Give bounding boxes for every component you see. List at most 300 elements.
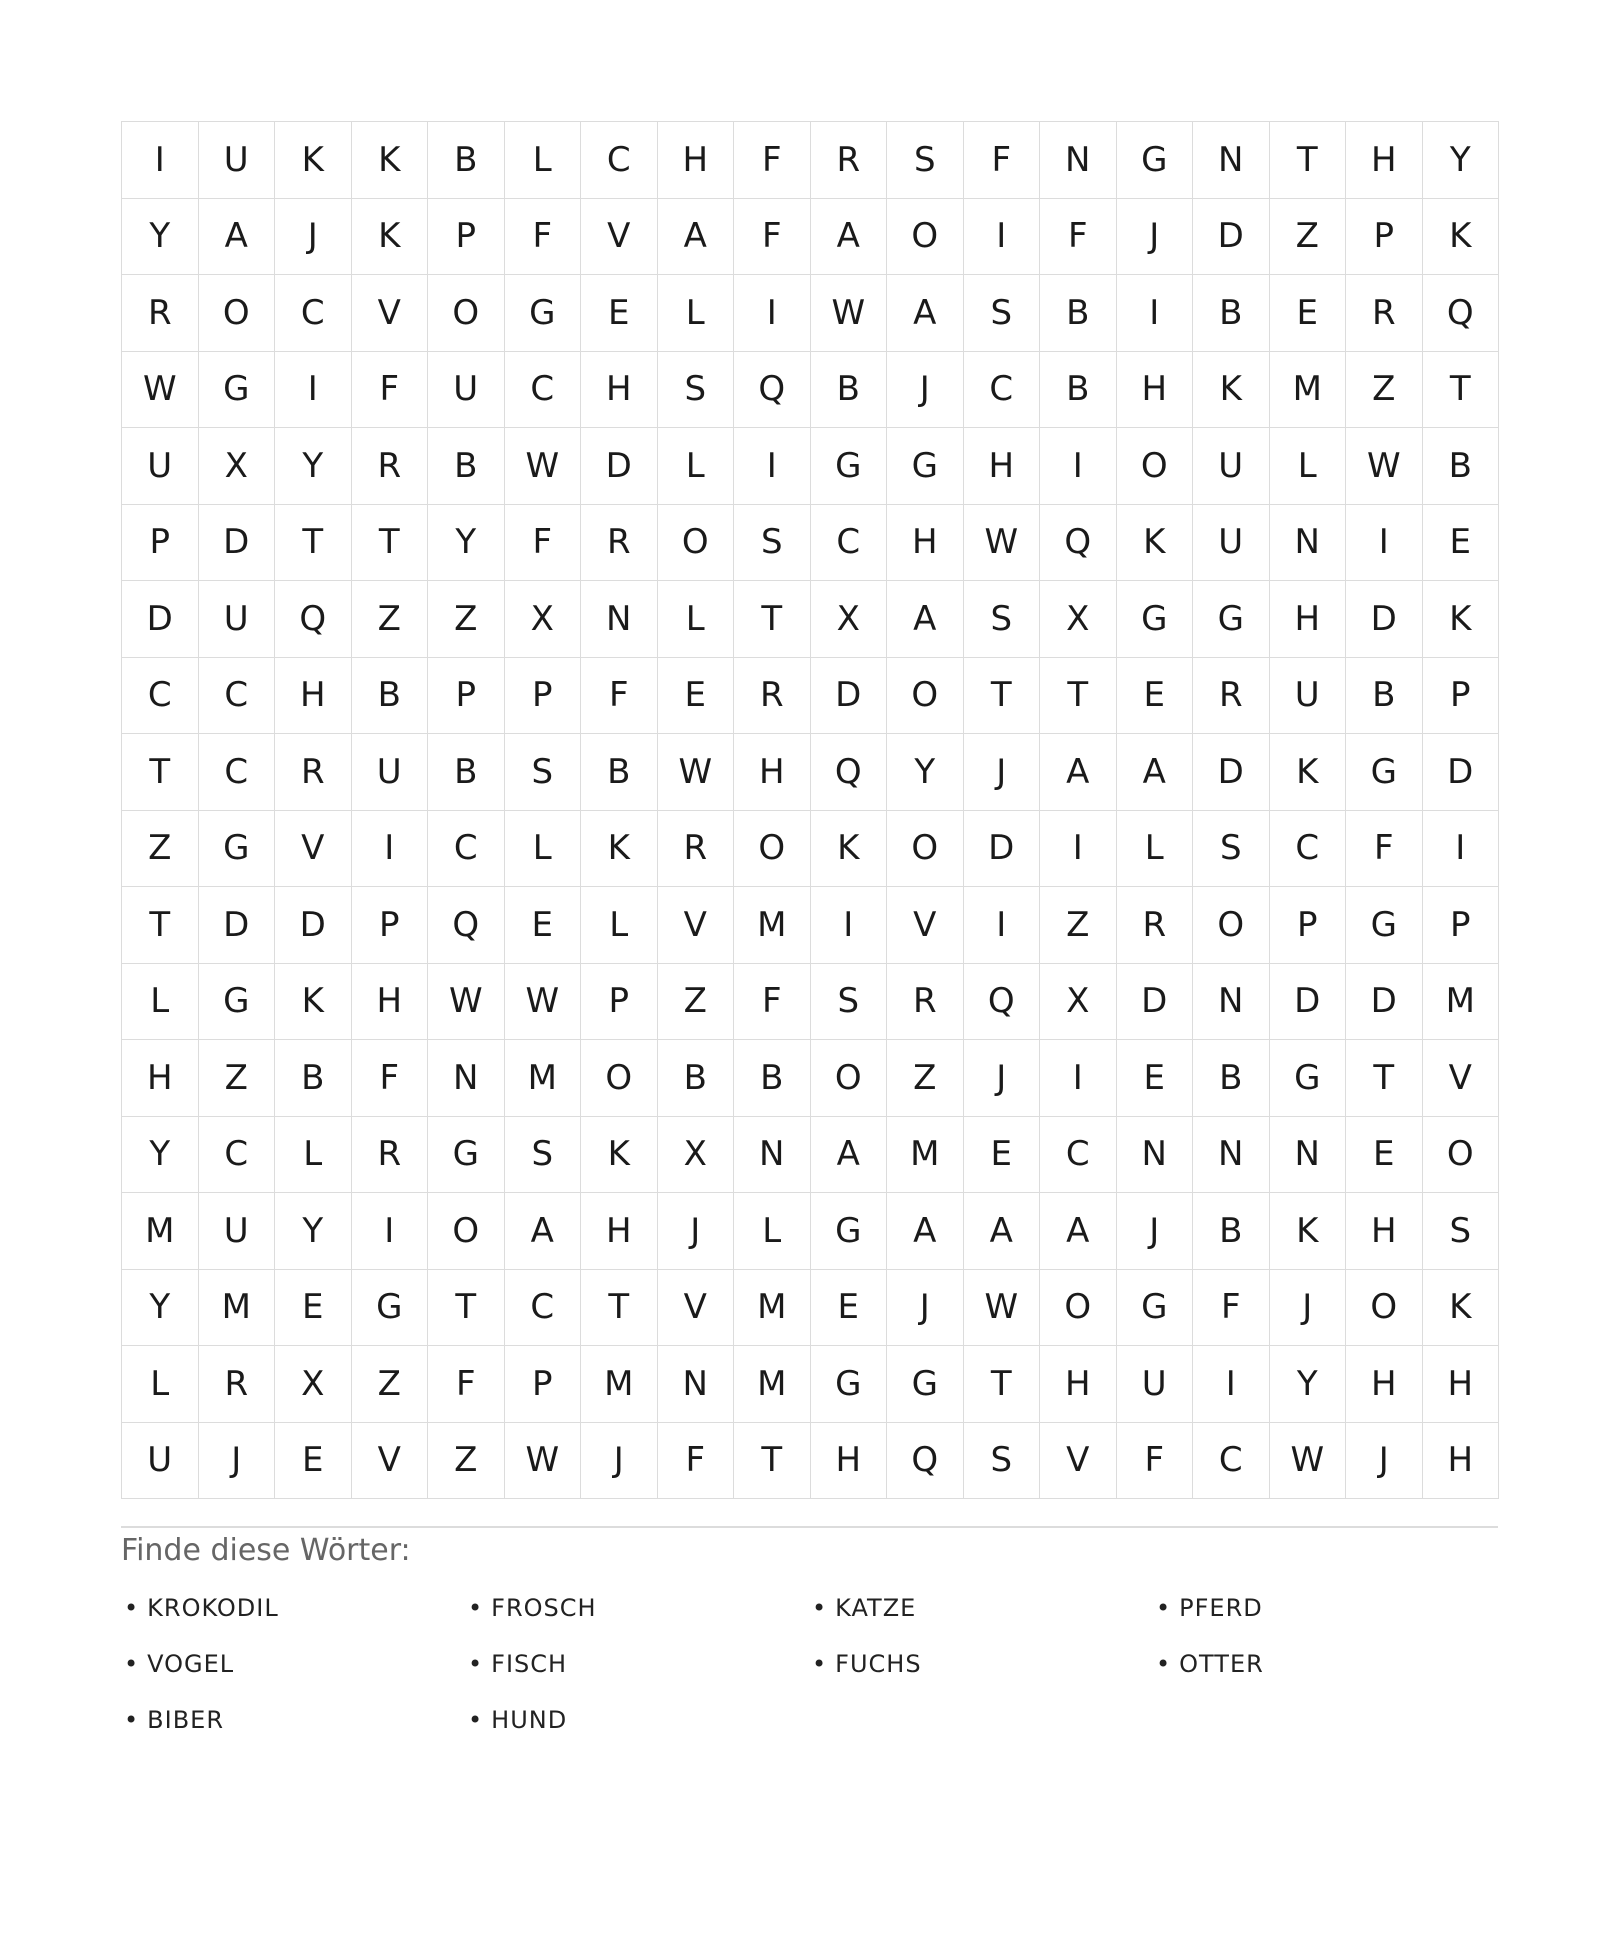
grid-cell[interactable]: R — [734, 658, 811, 735]
grid-cell[interactable]: M — [734, 1270, 811, 1347]
grid-cell[interactable]: A — [658, 199, 735, 276]
grid-cell[interactable]: T — [352, 505, 429, 582]
grid-cell[interactable]: H — [658, 122, 735, 199]
grid-cell[interactable]: N — [1270, 1117, 1347, 1194]
grid-cell[interactable]: M — [1270, 352, 1347, 429]
grid-cell[interactable]: R — [122, 275, 199, 352]
grid-cell[interactable]: P — [1270, 887, 1347, 964]
grid-cell[interactable]: G — [1117, 122, 1194, 199]
grid-cell[interactable]: Q — [428, 887, 505, 964]
grid-cell[interactable]: U — [428, 352, 505, 429]
grid-cell[interactable]: T — [581, 1270, 658, 1347]
grid-cell[interactable]: M — [887, 1117, 964, 1194]
grid-cell[interactable]: J — [1270, 1270, 1347, 1347]
grid-cell[interactable]: D — [581, 428, 658, 505]
grid-cell[interactable]: I — [1040, 1040, 1117, 1117]
grid-cell[interactable]: H — [1346, 122, 1423, 199]
grid-cell[interactable]: D — [275, 887, 352, 964]
grid-cell[interactable]: L — [505, 122, 582, 199]
grid-cell[interactable]: X — [275, 1346, 352, 1423]
grid-cell[interactable]: X — [658, 1117, 735, 1194]
grid-cell[interactable]: B — [581, 734, 658, 811]
grid-cell[interactable]: I — [1346, 505, 1423, 582]
grid-cell[interactable]: V — [887, 887, 964, 964]
grid-cell[interactable]: C — [1193, 1423, 1270, 1500]
grid-cell[interactable]: H — [352, 964, 429, 1041]
grid-cell[interactable]: Q — [1040, 505, 1117, 582]
grid-cell[interactable]: B — [1346, 658, 1423, 735]
grid-cell[interactable]: F — [1040, 199, 1117, 276]
grid-cell[interactable]: H — [1270, 581, 1347, 658]
grid-cell[interactable]: I — [964, 199, 1041, 276]
grid-cell[interactable]: J — [887, 352, 964, 429]
grid-cell[interactable]: B — [658, 1040, 735, 1117]
grid-cell[interactable]: O — [199, 275, 276, 352]
grid-cell[interactable]: F — [1193, 1270, 1270, 1347]
grid-cell[interactable]: O — [581, 1040, 658, 1117]
grid-cell[interactable]: D — [1193, 199, 1270, 276]
grid-cell[interactable]: D — [1193, 734, 1270, 811]
grid-cell[interactable]: Z — [1346, 352, 1423, 429]
grid-cell[interactable]: R — [811, 122, 888, 199]
grid-cell[interactable]: E — [275, 1270, 352, 1347]
grid-cell[interactable]: G — [887, 1346, 964, 1423]
grid-cell[interactable]: B — [811, 352, 888, 429]
grid-cell[interactable]: E — [1423, 505, 1500, 582]
grid-cell[interactable]: L — [122, 964, 199, 1041]
grid-cell[interactable]: O — [1040, 1270, 1117, 1347]
grid-cell[interactable]: O — [428, 1193, 505, 1270]
grid-cell[interactable]: V — [352, 275, 429, 352]
grid-cell[interactable]: J — [1346, 1423, 1423, 1500]
grid-cell[interactable]: W — [811, 275, 888, 352]
grid-cell[interactable]: E — [275, 1423, 352, 1500]
grid-cell[interactable]: B — [1193, 1040, 1270, 1117]
grid-cell[interactable]: S — [964, 1423, 1041, 1500]
grid-cell[interactable]: M — [734, 1346, 811, 1423]
grid-cell[interactable]: O — [1423, 1117, 1500, 1194]
grid-cell[interactable]: X — [505, 581, 582, 658]
grid-cell[interactable]: E — [1117, 1040, 1194, 1117]
grid-cell[interactable]: H — [1423, 1423, 1500, 1500]
grid-cell[interactable]: I — [1040, 428, 1117, 505]
grid-cell[interactable]: B — [428, 122, 505, 199]
grid-cell[interactable]: V — [1040, 1423, 1117, 1500]
grid-cell[interactable]: P — [1423, 658, 1500, 735]
grid-cell[interactable]: Z — [1270, 199, 1347, 276]
grid-cell[interactable]: J — [964, 734, 1041, 811]
grid-cell[interactable]: I — [734, 275, 811, 352]
grid-cell[interactable]: E — [505, 887, 582, 964]
grid-cell[interactable]: S — [964, 581, 1041, 658]
grid-cell[interactable]: J — [658, 1193, 735, 1270]
grid-cell[interactable]: O — [887, 658, 964, 735]
grid-cell[interactable]: C — [199, 734, 276, 811]
grid-cell[interactable]: L — [505, 811, 582, 888]
grid-cell[interactable]: F — [964, 122, 1041, 199]
grid-cell[interactable]: B — [1193, 1193, 1270, 1270]
grid-cell[interactable]: B — [275, 1040, 352, 1117]
grid-cell[interactable]: F — [734, 964, 811, 1041]
grid-cell[interactable]: L — [658, 275, 735, 352]
grid-cell[interactable]: H — [581, 352, 658, 429]
grid-cell[interactable]: Y — [1423, 122, 1500, 199]
grid-cell[interactable]: I — [734, 428, 811, 505]
grid-cell[interactable]: F — [505, 199, 582, 276]
grid-cell[interactable]: U — [352, 734, 429, 811]
grid-cell[interactable]: P — [122, 505, 199, 582]
grid-cell[interactable]: D — [199, 887, 276, 964]
grid-cell[interactable]: F — [1346, 811, 1423, 888]
grid-cell[interactable]: C — [275, 275, 352, 352]
grid-cell[interactable]: N — [428, 1040, 505, 1117]
grid-cell[interactable]: G — [811, 1346, 888, 1423]
grid-cell[interactable]: N — [1270, 505, 1347, 582]
grid-cell[interactable]: S — [1193, 811, 1270, 888]
grid-cell[interactable]: K — [352, 122, 429, 199]
grid-cell[interactable]: U — [199, 122, 276, 199]
grid-cell[interactable]: J — [1117, 1193, 1194, 1270]
grid-cell[interactable]: G — [199, 964, 276, 1041]
grid-cell[interactable]: I — [1193, 1346, 1270, 1423]
grid-cell[interactable]: S — [734, 505, 811, 582]
grid-cell[interactable]: D — [964, 811, 1041, 888]
grid-cell[interactable]: P — [581, 964, 658, 1041]
grid-cell[interactable]: J — [964, 1040, 1041, 1117]
grid-cell[interactable]: W — [658, 734, 735, 811]
grid-cell[interactable]: H — [964, 428, 1041, 505]
grid-cell[interactable]: G — [1346, 734, 1423, 811]
grid-cell[interactable]: O — [428, 275, 505, 352]
grid-cell[interactable]: K — [275, 122, 352, 199]
grid-cell[interactable]: C — [1270, 811, 1347, 888]
grid-cell[interactable]: B — [1193, 275, 1270, 352]
grid-cell[interactable]: M — [1423, 964, 1500, 1041]
grid-cell[interactable]: A — [811, 1117, 888, 1194]
grid-cell[interactable]: T — [275, 505, 352, 582]
grid-cell[interactable]: U — [199, 581, 276, 658]
grid-cell[interactable]: V — [275, 811, 352, 888]
grid-cell[interactable]: K — [1270, 734, 1347, 811]
grid-cell[interactable]: D — [1270, 964, 1347, 1041]
grid-cell[interactable]: K — [581, 811, 658, 888]
grid-cell[interactable]: C — [505, 352, 582, 429]
grid-cell[interactable]: W — [964, 1270, 1041, 1347]
grid-cell[interactable]: W — [505, 428, 582, 505]
grid-cell[interactable]: H — [581, 1193, 658, 1270]
grid-cell[interactable]: O — [1193, 887, 1270, 964]
grid-cell[interactable]: L — [1117, 811, 1194, 888]
grid-cell[interactable]: T — [964, 658, 1041, 735]
grid-cell[interactable]: T — [734, 1423, 811, 1500]
grid-cell[interactable]: Q — [734, 352, 811, 429]
grid-cell[interactable]: H — [1346, 1193, 1423, 1270]
grid-cell[interactable]: H — [1040, 1346, 1117, 1423]
grid-cell[interactable]: G — [887, 428, 964, 505]
grid-cell[interactable]: G — [352, 1270, 429, 1347]
grid-cell[interactable]: U — [1193, 428, 1270, 505]
grid-cell[interactable]: K — [1117, 505, 1194, 582]
grid-cell[interactable]: J — [275, 199, 352, 276]
grid-cell[interactable]: R — [581, 505, 658, 582]
grid-cell[interactable]: U — [199, 1193, 276, 1270]
grid-cell[interactable]: J — [1117, 199, 1194, 276]
grid-cell[interactable]: G — [811, 1193, 888, 1270]
grid-cell[interactable]: P — [428, 658, 505, 735]
grid-cell[interactable]: G — [811, 428, 888, 505]
grid-cell[interactable]: D — [811, 658, 888, 735]
grid-cell[interactable]: O — [1117, 428, 1194, 505]
grid-cell[interactable]: H — [1423, 1346, 1500, 1423]
grid-cell[interactable]: E — [1270, 275, 1347, 352]
grid-cell[interactable]: N — [734, 1117, 811, 1194]
grid-cell[interactable]: S — [1423, 1193, 1500, 1270]
grid-cell[interactable]: X — [1040, 964, 1117, 1041]
grid-cell[interactable]: G — [1117, 1270, 1194, 1347]
grid-cell[interactable]: W — [428, 964, 505, 1041]
grid-cell[interactable]: G — [1270, 1040, 1347, 1117]
grid-cell[interactable]: F — [658, 1423, 735, 1500]
grid-cell[interactable]: T — [1270, 122, 1347, 199]
grid-cell[interactable]: U — [122, 1423, 199, 1500]
grid-cell[interactable]: G — [1346, 887, 1423, 964]
grid-cell[interactable]: Z — [352, 1346, 429, 1423]
grid-cell[interactable]: Q — [811, 734, 888, 811]
grid-cell[interactable]: J — [887, 1270, 964, 1347]
grid-cell[interactable]: J — [581, 1423, 658, 1500]
grid-cell[interactable]: B — [352, 658, 429, 735]
grid-cell[interactable]: I — [1423, 811, 1500, 888]
grid-cell[interactable]: S — [658, 352, 735, 429]
grid-cell[interactable]: I — [811, 887, 888, 964]
grid-cell[interactable]: N — [1193, 1117, 1270, 1194]
grid-cell[interactable]: P — [352, 887, 429, 964]
grid-cell[interactable]: X — [199, 428, 276, 505]
grid-cell[interactable]: C — [428, 811, 505, 888]
grid-cell[interactable]: S — [505, 1117, 582, 1194]
grid-cell[interactable]: D — [1346, 581, 1423, 658]
grid-cell[interactable]: C — [505, 1270, 582, 1347]
grid-cell[interactable]: N — [1193, 122, 1270, 199]
grid-cell[interactable]: I — [275, 352, 352, 429]
grid-cell[interactable]: S — [887, 122, 964, 199]
grid-cell[interactable]: Z — [428, 1423, 505, 1500]
grid-cell[interactable]: T — [428, 1270, 505, 1347]
grid-cell[interactable]: O — [811, 1040, 888, 1117]
grid-cell[interactable]: G — [1193, 581, 1270, 658]
grid-cell[interactable]: B — [1423, 428, 1500, 505]
grid-cell[interactable]: E — [811, 1270, 888, 1347]
grid-cell[interactable]: Y — [887, 734, 964, 811]
grid-cell[interactable]: D — [1423, 734, 1500, 811]
grid-cell[interactable]: T — [964, 1346, 1041, 1423]
grid-cell[interactable]: K — [1423, 1270, 1500, 1347]
grid-cell[interactable]: U — [122, 428, 199, 505]
grid-cell[interactable]: O — [887, 199, 964, 276]
grid-cell[interactable]: C — [811, 505, 888, 582]
grid-cell[interactable]: L — [581, 887, 658, 964]
grid-cell[interactable]: K — [1423, 199, 1500, 276]
grid-cell[interactable]: R — [1346, 275, 1423, 352]
grid-cell[interactable]: H — [122, 1040, 199, 1117]
grid-cell[interactable]: W — [964, 505, 1041, 582]
grid-cell[interactable]: T — [122, 887, 199, 964]
grid-cell[interactable]: A — [1040, 734, 1117, 811]
grid-cell[interactable]: L — [1270, 428, 1347, 505]
grid-cell[interactable]: G — [1117, 581, 1194, 658]
grid-cell[interactable]: Q — [964, 964, 1041, 1041]
grid-cell[interactable]: S — [505, 734, 582, 811]
grid-cell[interactable]: Y — [275, 428, 352, 505]
grid-cell[interactable]: W — [1270, 1423, 1347, 1500]
grid-cell[interactable]: I — [352, 1193, 429, 1270]
grid-cell[interactable]: P — [1423, 887, 1500, 964]
grid-cell[interactable]: V — [1423, 1040, 1500, 1117]
grid-cell[interactable]: T — [1040, 658, 1117, 735]
grid-cell[interactable]: Z — [122, 811, 199, 888]
grid-cell[interactable]: U — [1193, 505, 1270, 582]
grid-cell[interactable]: C — [199, 1117, 276, 1194]
grid-cell[interactable]: F — [734, 199, 811, 276]
grid-cell[interactable]: Z — [658, 964, 735, 1041]
grid-cell[interactable]: E — [658, 658, 735, 735]
grid-cell[interactable]: X — [1040, 581, 1117, 658]
grid-cell[interactable]: L — [658, 581, 735, 658]
grid-cell[interactable]: O — [887, 811, 964, 888]
grid-cell[interactable]: T — [1346, 1040, 1423, 1117]
grid-cell[interactable]: Z — [352, 581, 429, 658]
grid-cell[interactable]: E — [581, 275, 658, 352]
grid-cell[interactable]: R — [1193, 658, 1270, 735]
grid-cell[interactable]: G — [505, 275, 582, 352]
grid-cell[interactable]: H — [1117, 352, 1194, 429]
grid-cell[interactable]: N — [581, 581, 658, 658]
grid-cell[interactable]: X — [811, 581, 888, 658]
grid-cell[interactable]: Z — [199, 1040, 276, 1117]
grid-cell[interactable]: R — [275, 734, 352, 811]
grid-cell[interactable]: I — [122, 122, 199, 199]
grid-cell[interactable]: K — [275, 964, 352, 1041]
grid-cell[interactable]: T — [734, 581, 811, 658]
grid-cell[interactable]: V — [658, 887, 735, 964]
grid-cell[interactable]: M — [581, 1346, 658, 1423]
grid-cell[interactable]: S — [811, 964, 888, 1041]
grid-cell[interactable]: N — [1193, 964, 1270, 1041]
grid-cell[interactable]: R — [887, 964, 964, 1041]
grid-cell[interactable]: M — [734, 887, 811, 964]
grid-cell[interactable]: R — [199, 1346, 276, 1423]
grid-cell[interactable]: N — [1117, 1117, 1194, 1194]
grid-cell[interactable]: H — [275, 658, 352, 735]
grid-cell[interactable]: B — [428, 734, 505, 811]
grid-cell[interactable]: O — [658, 505, 735, 582]
grid-cell[interactable]: B — [1040, 352, 1117, 429]
grid-cell[interactable]: I — [1040, 811, 1117, 888]
grid-cell[interactable]: F — [581, 658, 658, 735]
grid-cell[interactable]: A — [505, 1193, 582, 1270]
grid-cell[interactable]: D — [1346, 964, 1423, 1041]
grid-cell[interactable]: I — [964, 887, 1041, 964]
grid-cell[interactable]: F — [352, 352, 429, 429]
grid-cell[interactable]: E — [1346, 1117, 1423, 1194]
grid-cell[interactable]: R — [352, 428, 429, 505]
grid-cell[interactable]: Y — [428, 505, 505, 582]
grid-cell[interactable]: U — [1117, 1346, 1194, 1423]
grid-cell[interactable]: N — [658, 1346, 735, 1423]
grid-cell[interactable]: M — [505, 1040, 582, 1117]
grid-cell[interactable]: A — [887, 275, 964, 352]
grid-cell[interactable]: M — [122, 1193, 199, 1270]
grid-cell[interactable]: I — [1117, 275, 1194, 352]
grid-cell[interactable]: C — [122, 658, 199, 735]
grid-cell[interactable]: B — [734, 1040, 811, 1117]
grid-cell[interactable]: K — [811, 811, 888, 888]
grid-cell[interactable]: H — [887, 505, 964, 582]
grid-cell[interactable]: Y — [1270, 1346, 1347, 1423]
grid-cell[interactable]: P — [505, 658, 582, 735]
grid-cell[interactable]: Q — [275, 581, 352, 658]
grid-cell[interactable]: K — [1193, 352, 1270, 429]
grid-cell[interactable]: G — [199, 811, 276, 888]
grid-cell[interactable]: S — [964, 275, 1041, 352]
grid-cell[interactable]: F — [428, 1346, 505, 1423]
grid-cell[interactable]: K — [581, 1117, 658, 1194]
grid-cell[interactable]: A — [1040, 1193, 1117, 1270]
grid-cell[interactable]: A — [811, 199, 888, 276]
grid-cell[interactable]: B — [428, 428, 505, 505]
grid-cell[interactable]: E — [1117, 658, 1194, 735]
grid-cell[interactable]: E — [964, 1117, 1041, 1194]
grid-cell[interactable]: F — [1117, 1423, 1194, 1500]
grid-cell[interactable]: B — [1040, 275, 1117, 352]
grid-cell[interactable]: C — [581, 122, 658, 199]
grid-cell[interactable]: Y — [122, 1270, 199, 1347]
grid-cell[interactable]: L — [275, 1117, 352, 1194]
grid-cell[interactable]: W — [1346, 428, 1423, 505]
grid-cell[interactable]: A — [887, 581, 964, 658]
grid-cell[interactable]: D — [199, 505, 276, 582]
grid-cell[interactable]: V — [352, 1423, 429, 1500]
grid-cell[interactable]: Y — [122, 1117, 199, 1194]
grid-cell[interactable]: V — [658, 1270, 735, 1347]
grid-cell[interactable]: W — [505, 1423, 582, 1500]
grid-cell[interactable]: Q — [1423, 275, 1500, 352]
grid-cell[interactable]: K — [1423, 581, 1500, 658]
grid-cell[interactable]: J — [199, 1423, 276, 1500]
grid-cell[interactable]: R — [1117, 887, 1194, 964]
grid-cell[interactable]: K — [352, 199, 429, 276]
grid-cell[interactable]: Y — [275, 1193, 352, 1270]
grid-cell[interactable]: N — [1040, 122, 1117, 199]
grid-cell[interactable]: Z — [428, 581, 505, 658]
grid-cell[interactable]: D — [122, 581, 199, 658]
grid-cell[interactable]: I — [352, 811, 429, 888]
grid-cell[interactable]: A — [1117, 734, 1194, 811]
grid-cell[interactable]: P — [1346, 199, 1423, 276]
grid-cell[interactable]: R — [352, 1117, 429, 1194]
grid-cell[interactable]: C — [964, 352, 1041, 429]
grid-cell[interactable]: R — [658, 811, 735, 888]
grid-cell[interactable]: A — [964, 1193, 1041, 1270]
grid-cell[interactable]: K — [1270, 1193, 1347, 1270]
grid-cell[interactable]: Z — [887, 1040, 964, 1117]
grid-cell[interactable]: U — [1270, 658, 1347, 735]
grid-cell[interactable]: F — [734, 122, 811, 199]
grid-cell[interactable]: T — [122, 734, 199, 811]
grid-cell[interactable]: H — [734, 734, 811, 811]
grid-cell[interactable]: W — [122, 352, 199, 429]
grid-cell[interactable]: A — [887, 1193, 964, 1270]
